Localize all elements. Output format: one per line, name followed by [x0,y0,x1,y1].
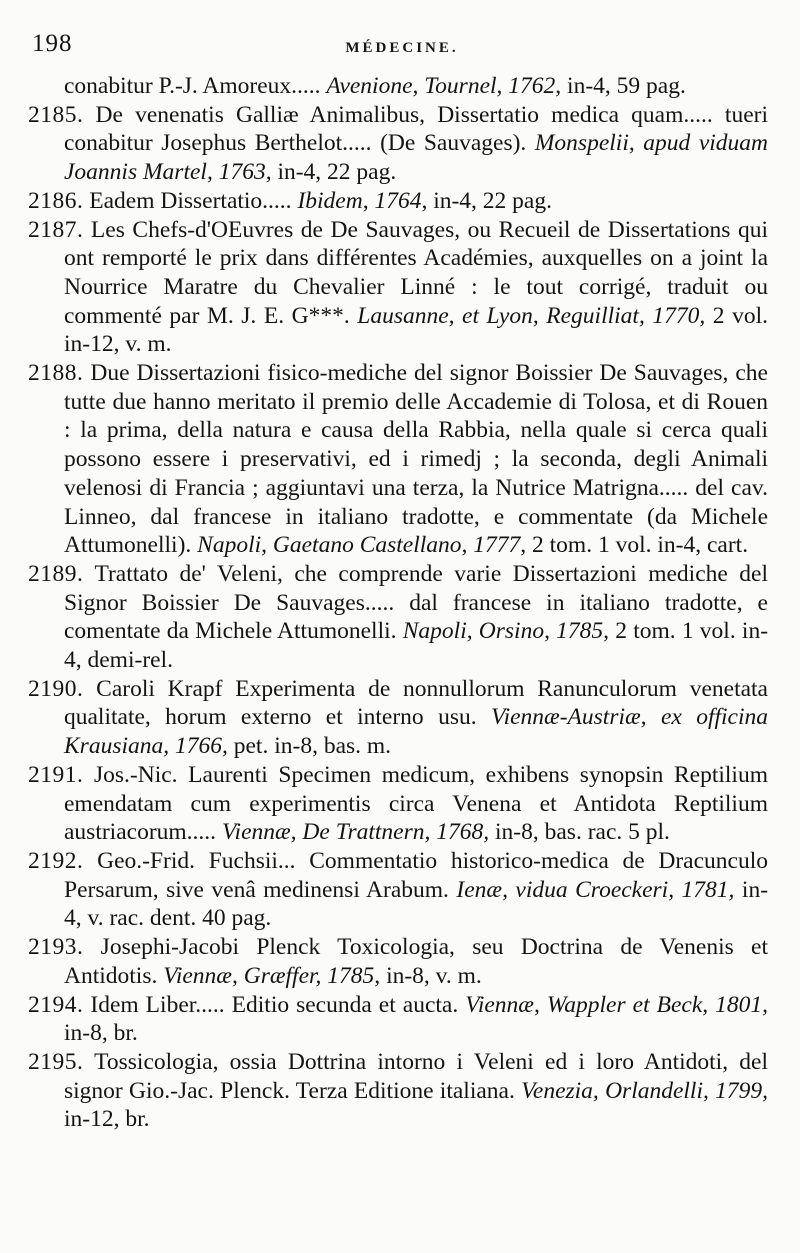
entry-format: in-8, bas. rac. 5 pl. [495,819,670,846]
entry-format: in-8, br. [64,1020,138,1047]
page-number: 198 [32,30,73,57]
entry-text: Tossicologia, ossia Dottrina intorno i Veleni ed i loro Antidoti, del signor Gio.-Jac. Plenck. Terza Editione italiana. [64,1048,768,1104]
entry-format: 2 tom. 1 vol. in-4, demi-rel. [64,618,769,674]
entry-format: in-12, br. [64,1106,150,1133]
entry-number: 2189. [28,560,84,587]
entry-imprint: Viennæ, De Trattnern, 1768, [221,819,490,846]
entry-number: 2195. [28,1048,84,1075]
entry-imprint: Ibidem, 1764, [297,187,428,214]
entry-number: 2192. [28,847,84,874]
entry-imprint: Lausanne, et Lyon, Reguilliat, 1770, [357,302,706,329]
entry-text: Eadem Dissertatio..... [89,187,292,214]
bibliography-entry [28,991,768,1048]
entry-text: Caroli Krapf Experimenta de nonnullorum Ranunculorum venetata qualitate, horum externo et interno usu. [64,675,768,731]
entry-text: Les Chefs-d'OEuvres de De Sauvages, ou Recueil de Dissertations qui ont remporté le prix dans différentes Académies, auxquelles on a joint la Nourrice Maratre du Chevalier Linné : le tout corrigé, traduit ou commenté par M. J. E. G***. [64,216,769,329]
entry-number: 2190. [28,675,84,702]
entry-number: 2193. [28,934,84,961]
entry-text: Josephi-Jacobi Plenck Toxicologia, seu Doctrina de Venenis et Antidotis. [64,934,769,989]
entry-imprint: Napoli, Orsino, 1785, [402,618,610,645]
entry-format: 2 vol. in-12, v. m. [64,302,768,358]
entry-format: 2 tom. 1 vol. in-4, cart. [532,532,749,559]
entry-format: in-4, 59 pag. [567,73,686,99]
entry-number: 2188. [28,360,84,387]
entry-text: Due Dissertazioni fisico-mediche del signor Boissier De Sauvages, che tutte due hanno meritato il premio delle Accademie di Tolosa, et di Rouen : la prima, della natura e causa della Rabbia, nella quale si cerca quali possono essere i preservativi, ed i rimedj ; la seconda, degli Animali velenosi di Francia ; aggiuntavi una terza, la Nutrice Matrigna..... del cav. Linneo, dal francese in italiano tradotte, e commentate (da Michele Attumonelli). [64,360,768,559]
bibliography-entry [28,1048,768,1134]
entry-text: De venenatis Galliæ Animalibus, Dissertatio medica quam..... tueri conabitur Josephus Berthelot..... (De Sauvages). [64,101,768,157]
entry-format: in-4, 22 pag. [277,159,397,186]
entry-imprint: Napoli, Gaetano Castellano, 1777, [197,532,527,559]
entry-format: in-8, v. m. [386,962,482,989]
bibliography-entry [28,359,768,560]
entry-text: Trattato de' Veleni, che comprende varie Dissertazioni mediche del Signor Boissier De Sauvages..... dal francese in italiano tradotte, e comentate da Michele Attumonelli. [64,560,768,645]
bibliography-entry [28,675,768,761]
bibliography-entry [28,847,768,933]
entry-number: 2194. [28,991,84,1018]
entry-text: Geo.-Frid. Fuchsii... Commentatio historico-medica de Dracunculo Persarum, sive venâ medinensi Arabum. [64,847,769,903]
bibliography-entry [28,560,768,675]
entry-number: 2186. [28,187,84,214]
entry-imprint: Avenione, Tournel, 1762, [326,73,562,99]
entry-text: Idem Liber..... Editio secunda et aucta. [90,991,459,1018]
bibliography-list [28,72,768,1134]
bibliography-entry [28,187,768,216]
entry-imprint: Monspelii, apud viduam Joannis Martel, 1763, [64,130,768,186]
bibliography-entry [28,101,768,187]
entry-imprint: Venezia, Orlandelli, 1799, [521,1077,769,1104]
entry-number: 2185. [28,101,84,128]
bibliography-entry [28,216,768,360]
bibliography-entry [28,72,768,101]
entry-number: 2187. [28,216,84,243]
entry-format: pet. in-8, bas. m. [233,733,392,760]
entry-imprint: Ienæ, vidua Croeckeri, 1781, [456,876,735,903]
entry-number: 2191. [28,761,84,788]
entry-format: in-4, 22 pag. [433,187,552,214]
entry-imprint: Viennæ, Wappler et Beck, 1801, [465,991,769,1018]
page-header [32,30,772,66]
bibliography-entry [28,933,768,990]
entry-text: Jos.-Nic. Laurenti Specimen medicum, exhibens synopsin Reptilium emendatam cum experimentis circa Venena et Antidota Reptilium austriacorum..... [64,761,768,846]
running-head: MÉDECINE. [345,40,459,56]
entry-imprint: Viennæ, Græffer, 1785, [163,962,381,989]
bibliography-entry [28,761,768,847]
entry-text: conabitur P.-J. Amoreux..... [64,73,321,99]
entry-imprint: Viennæ-Austriæ, ex officina Krausiana, 1766, [64,704,768,760]
entry-format: in-4, v. rac. dent. 40 pag. [64,876,769,932]
